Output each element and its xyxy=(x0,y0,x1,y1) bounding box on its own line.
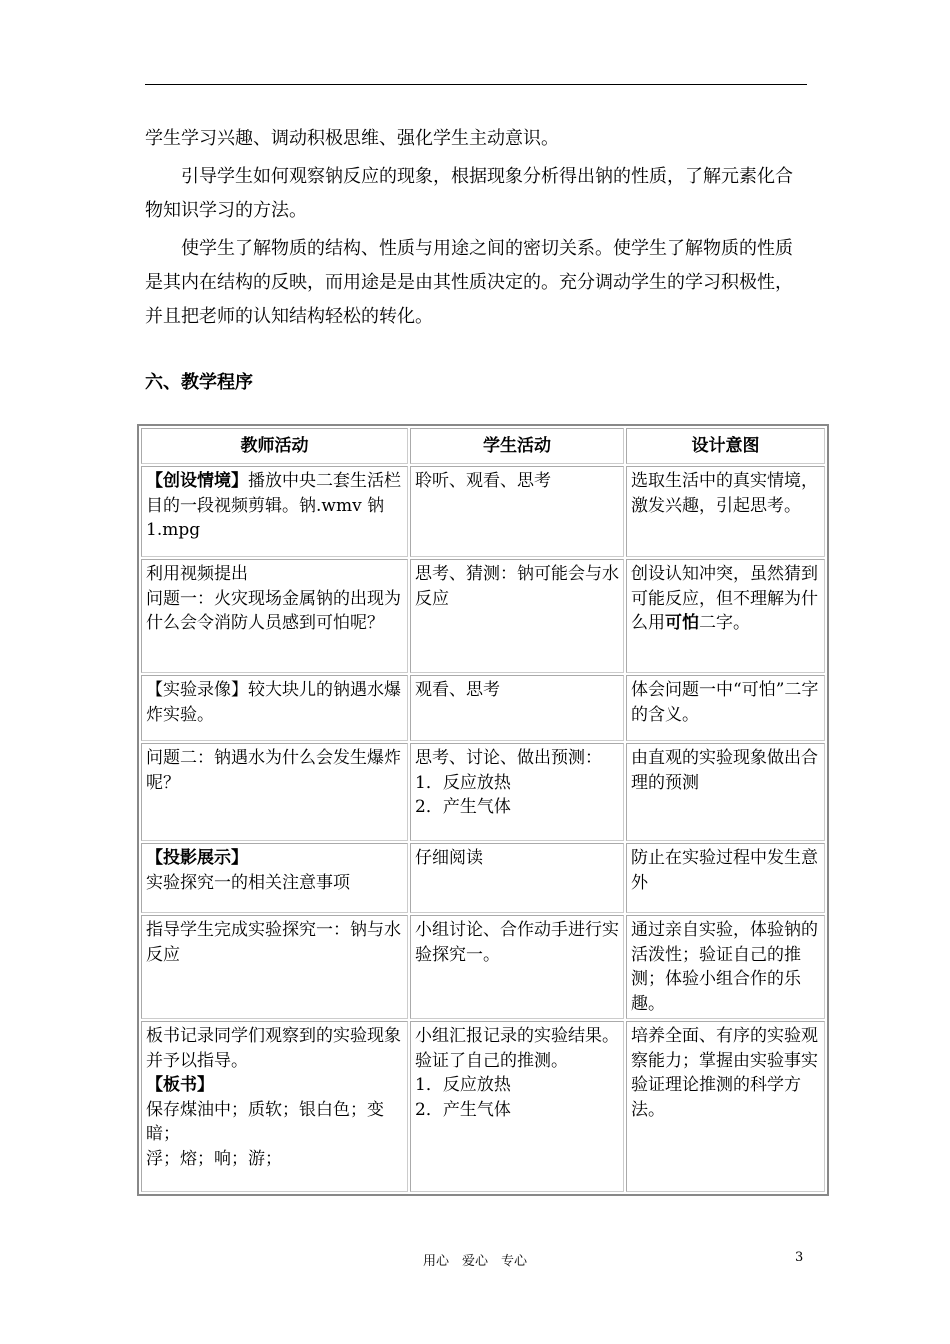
teacher-text: 【实验录像】较大块儿的钠遇水爆炸实验。 xyxy=(146,680,401,725)
table-header-row xyxy=(141,428,825,464)
teaching-procedure-table xyxy=(137,424,819,1196)
teacher-text: 实验探究一的相关注意事项 xyxy=(146,872,350,893)
cell-design-intent: 防止在实验过程中发生意外 xyxy=(626,843,825,913)
cell-design-intent: 培养全面、有序的实验观察能力；掌握由实验事实验证理论推测的科学方法。 xyxy=(626,1021,825,1192)
header-rule xyxy=(145,84,807,85)
cell-design-intent: 体会问题一中“可怕”二字的含义。 xyxy=(626,675,825,741)
section-heading: 六、教学程序 xyxy=(145,372,253,393)
cell-teacher-activity xyxy=(141,843,408,913)
cell-design-intent: 由直观的实验现象做出合理的预测 xyxy=(626,743,825,841)
header-design-intent: 设计意图 xyxy=(626,428,825,464)
teacher-text: 播放中央二套生活栏目的一段视频剪辑。钠.wmv 钠1.mpg xyxy=(146,471,401,540)
header-teacher-activity: 教师活动 xyxy=(141,428,408,464)
cell-student-activity: 观看、思考 xyxy=(410,675,624,741)
teacher-bold-label: 【板书】 xyxy=(146,1075,214,1095)
teacher-text-pre: 板书记录同学们观察到的实验现象并予以指导。 xyxy=(146,1026,401,1071)
cell-design-intent: 创设认知冲突，虽然猜到可能反应，但不理解为什么用可怕二字。 xyxy=(626,559,825,673)
cell-teacher-activity xyxy=(141,559,408,673)
cell-design-intent: 通过亲自实验，体验钠的活泼性；验证自己的推测；体验小组合作的乐趣。 xyxy=(626,915,825,1019)
table-row xyxy=(141,915,825,1019)
header-student-activity: 学生活动 xyxy=(410,428,624,464)
table-row xyxy=(141,675,825,741)
teacher-text: 利用视频提出 问题一：火灾现场金属钠的出现为什么会令消防人员感到可怕呢？ xyxy=(146,564,401,633)
cell-student-activity: 思考、猜测：钠可能会与水反应 xyxy=(410,559,624,673)
cell-student-activity: 聆听、观看、思考 xyxy=(410,466,624,557)
paragraph-3: 使学生了解物质的结构、性质与用途之间的密切关系。使学生了解物质的性质是其内在结构的反映，而用途是是由其性质决定的。充分调动学生的学习积极性，并且把老师的认知结构轻松的转化。 xyxy=(145,238,793,327)
cell-design-intent: 选取生活中的真实情境，激发兴趣，引起思考。 xyxy=(626,466,825,557)
table-row xyxy=(141,1021,825,1192)
table-row xyxy=(141,559,825,673)
page-number: 3 xyxy=(795,1250,804,1265)
teacher-text: 保存煤油中；质软；银白色；变暗； 浮；熔；响；游； xyxy=(146,1099,384,1169)
table-row xyxy=(141,466,825,557)
teacher-text: 问题二：钠遇水为什么会发生爆炸呢？ xyxy=(146,748,401,793)
cell-student-activity: 思考、讨论、做出预测： 1．反应放热 2．产生气体 xyxy=(410,743,624,841)
cell-teacher-activity xyxy=(141,743,408,841)
teacher-bold-label: 【创设情境】 xyxy=(146,471,248,491)
table-row xyxy=(141,743,825,841)
cell-student-activity: 小组讨论、合作动手进行实验探究一。 xyxy=(410,915,624,1019)
cell-teacher-activity xyxy=(141,1021,408,1192)
paragraph-2: 引导学生如何观察钠反应的现象，根据现象分析得出钠的性质，了解元素化合物知识学习的方法。 xyxy=(145,166,793,221)
cell-student-activity: 仔细阅读 xyxy=(410,843,624,913)
table-row xyxy=(141,843,825,913)
paragraph-1: 学生学习兴趣、调动积极思维、强化学生主动意识。 xyxy=(145,128,559,149)
teacher-bold-label: 【投影展示】 xyxy=(146,848,248,868)
cell-teacher-activity xyxy=(141,915,408,1019)
footer-motto: 用心 爱心 专心 xyxy=(422,1254,527,1269)
cell-teacher-activity xyxy=(141,466,408,557)
design-bold-text: 可怕 xyxy=(665,613,699,633)
cell-student-activity: 小组汇报记录的实验结果。验证了自己的推测。 1．反应放热 2．产生气体 xyxy=(410,1021,624,1192)
cell-teacher-activity xyxy=(141,675,408,741)
teacher-text: 指导学生完成实验探究一：钠与水反应 xyxy=(146,920,401,965)
